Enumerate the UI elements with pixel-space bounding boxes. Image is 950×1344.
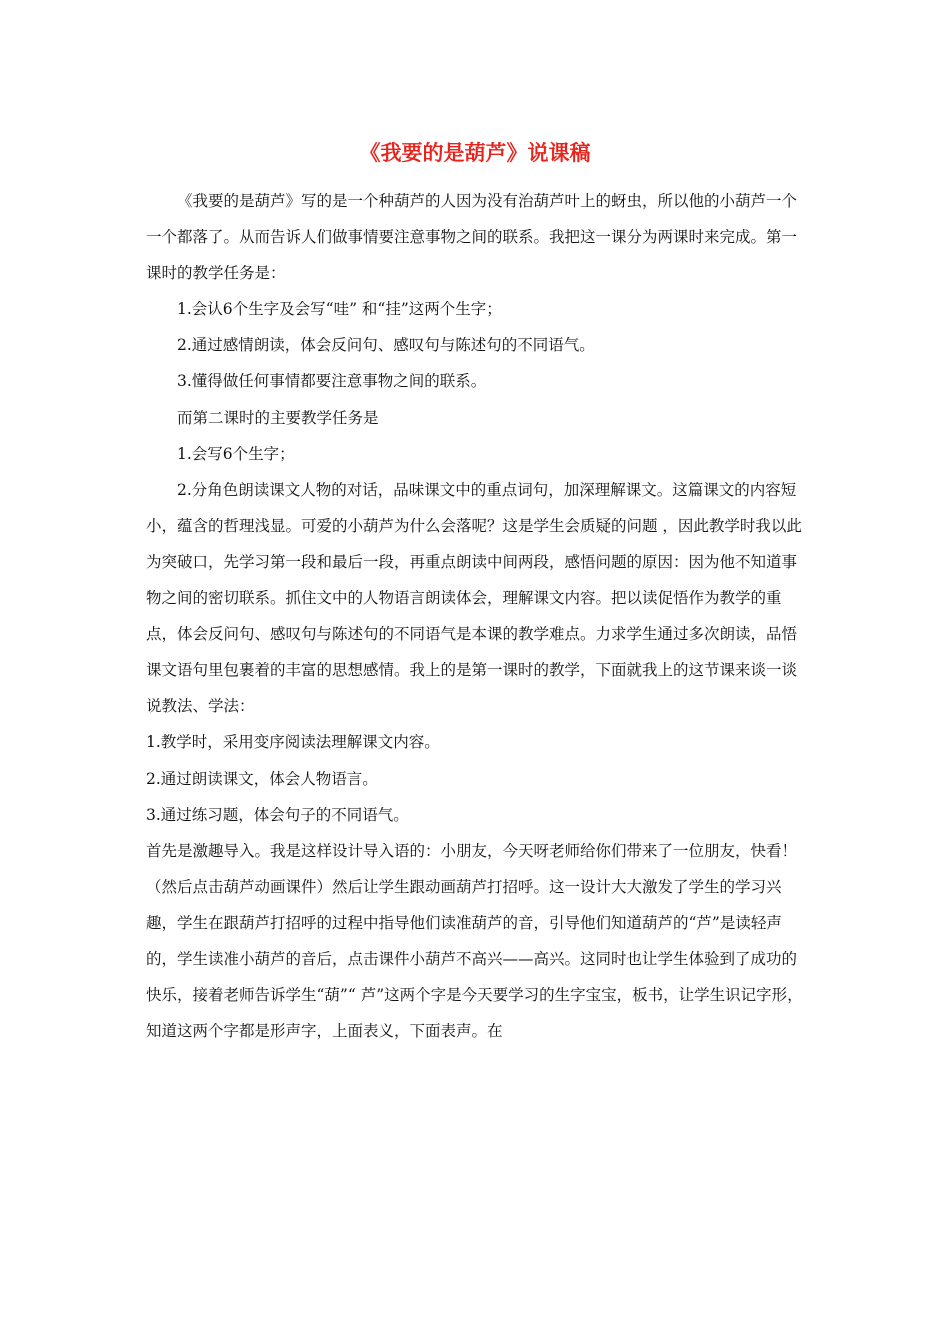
paragraph-method-1: 1.教学时，采用变序阅读法理解课文内容。	[146, 733, 440, 752]
paragraph-method-2: 2.通过朗读课文，体会人物语言。	[146, 769, 378, 788]
paragraph-second-task-2: 2.分角色朗读课文人物的对话，品味课文中的重点词句，加深理解课文。这篇课文的内容短小，蕴含的哲理浅显。可爱的小葫芦为什么会落呢？这是学生会质疑的问题 ，因此教学时我以此为突破口，先学习第一段和最后一段，再重点朗读中间两段，感悟问题的原因：因为他不知道事物之间的密切联系。抓住文中的人物语言朗读体会，理解课文内容。把以读促悟作为教学的重点，体会反问句、感叹句与陈述句的不同语气是本课的教学难点。力求学生通过多次朗读，品悟课文语句里包裹着的丰富的思想感情。我上的是第一课时的教学，下面就我上的这节课来谈一谈	[146, 480, 802, 680]
paragraph-task-3: 3.懂得做任何事情都要注意事物之间的联系。	[177, 372, 487, 391]
paragraph-intro: 《我要的是葫芦》写的是一个种葫芦的人因为没有治葫芦叶上的蚜虫，所以他的小葫芦一个一个都落了。从而告诉人们做事情要注意事物之间的联系。我把这一课分为两课时来完成。第一课时的教学任务是：	[146, 192, 798, 283]
paragraph-second-lesson: 而第二课时的主要教学任务是	[177, 408, 379, 427]
paragraph-second-task-1: 1.会写6个生字；	[177, 444, 295, 463]
document-title: 《我要的是葫芦》说课稿	[359, 140, 591, 165]
paragraph-method-3: 3.通过练习题，体会句子的不同语气。	[146, 805, 409, 824]
paragraph-task-1: 1.会认6个生字及会写“哇” 和“挂”这两个生字；	[177, 300, 502, 319]
paragraph-methods-heading: 说教法、学法：	[146, 697, 255, 716]
paragraph-task-2: 2.通过感情朗读，体会反问句、感叹句与陈述句的不同语气。	[177, 336, 595, 355]
document-body	[146, 183, 806, 1049]
paragraph-introduction-activity: 首先是激趣导入。我是这样设计导入语的：小朋友，今天呀老师给你们带来了一位朋友，快看！（然后点击葫芦动画课件）然后让学生跟动画葫芦打招呼。这一设计大大激发了学生的学习兴趣，学生在跟葫芦打招呼的过程中指导他们读准葫芦的音，引导他们知道葫芦的“芦”是读轻声的，学生读准小葫芦的音后，点击课件小葫芦不高兴——高兴。这同时也让学生体验到了成功的快乐，接着老师告诉学生“葫”“ 芦”这两个字是今天要学习的生字宝宝，板书，让学生识记字形，知道这两个字都是形声字，上面表义，下面表声。在	[146, 841, 803, 1041]
